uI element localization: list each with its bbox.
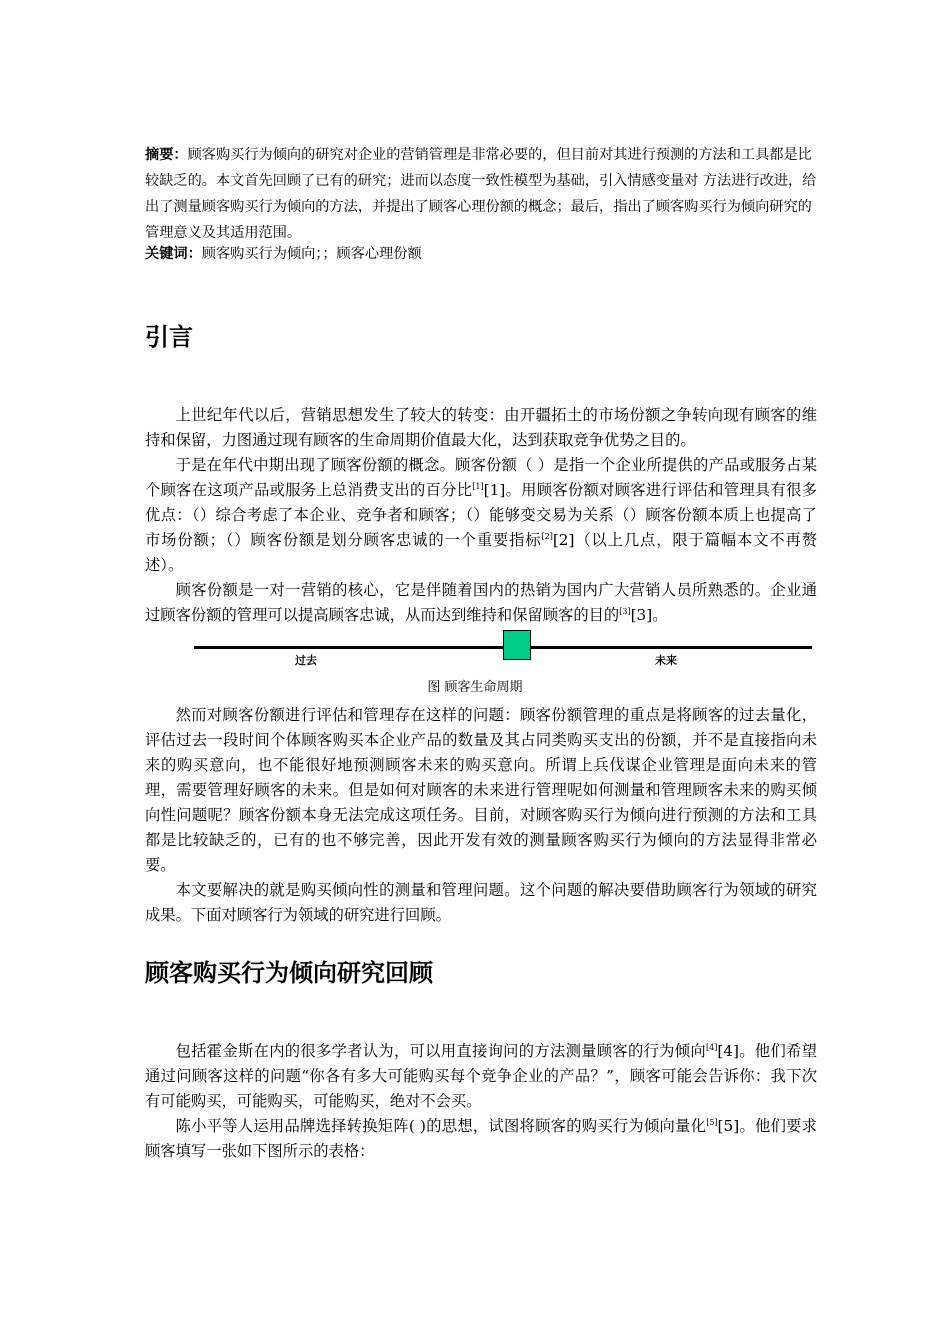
paragraph-text: 陈小平等人运用品牌选择转换矩阵( )的思想，试图将顾客的购买行为倾向量化 [175,1117,707,1135]
citation: [5] [706,1118,718,1127]
paragraph-text: [4]。他们希望通过问顾客这样的问题“你各有多大可能购买每个竞争企业的产品？”，顾客可能会告诉你：我下次有可能购买，可能购买，可能购买，绝对不会买。 [145,1042,817,1110]
timeline-past-label: 过去 [295,654,317,667]
paragraph-text: [5]。他们要求顾客填写一张如下图所示的表格： [145,1117,817,1160]
intro-body-1 [145,403,817,628]
paragraph-text: 包括霍金斯在内的很多学者认为，可以用直接询问的方法测量顾客的行为倾向 [175,1042,706,1060]
citation: [3] [619,607,631,616]
paragraph [145,1114,817,1164]
paragraph [145,403,817,453]
paragraph-text: 于是在年代中期出现了顾客份额的概念。顾客份额（ ）是指一个企业所提供的产品或服务占某个顾客在这项产品或服务上总消费支出的百分比 [145,456,817,499]
paragraph: 然而对顾客份额进行评估和管理存在这样的问题：顾客份额管理的重点是将顾客的过去量化，评估过去一段时间个体顾客购买本企业产品的数量及其占同类购买支出的份额，并不是直接指向未来的购买意向，也不能很好地预测顾客未来的购买意向。所谓上兵伐谋企业管理是面向未来的管理，需要管理好顾客的未来。但是如何对顾客的未来进行管理呢如何测量和管理顾客未来的购买倾向性问题呢？顾客份额本身无法完成这项任务。目前，对顾客购买行为倾向进行预测的方法和工具都是比较缺乏的，已有的也不够完善，因此开发有效的测量顾客购买行为倾向的方法显得非常必要。 [145,706,817,874]
paragraph-text: [1]。用顾客份额对顾客进行评估和管理具有很多优点：（）综合考虑了本企业、竞争者和顾客；（）能够变交易为关系（）顾客份额本质上也提高了市场份额；（）顾客份额是划分顾客忠诚的一个重要指标 [145,481,817,549]
timeline-future-label: 未来 [655,654,677,667]
paragraph: 本文要解决的就是购买倾向性的测量和管理问题。这个问题的解决要借助顾客行为领域的研究成果。下面对顾客行为领域的研究进行回顾。 [145,881,817,924]
paragraph-text: 上世纪年代以后，营销思想发生了较大的转变：由开疆拓土的市场份额之争转向现有顾客的维持和保留，力图通过现有顾客的生命周期价值最大化，达到获取竞争优势之目的。 [145,406,817,449]
figure-caption: 图 顾客生命周期 [427,680,523,695]
section-heading-review: 顾客购买行为倾向研究回顾 [145,959,433,987]
paragraph-text: [3]。 [630,606,668,624]
citation: [4] [705,1043,718,1052]
review-body [145,1039,817,1164]
abstract-label: 摘要： [145,147,188,163]
paragraph [145,1039,817,1114]
intro-body-2 [145,703,817,928]
citation: [1] [472,482,484,491]
paragraph [145,453,817,578]
abstract [145,142,817,246]
section-heading-intro: 引言 [145,323,193,351]
timeline-marker [503,630,531,660]
abstract-text: 顾客购买行为倾向的研究对企业的营销管理是非常必要的，但目前对其进行预测的方法和工具都是比较缺乏的。本文首先回顾了已有的研究；进而以态度一致性模型为基础，引入情感变量对 方法进行改进，给出了测量顾客购买行为倾向的方法，并提出了顾客心理份额的概念；最后，指出了顾客购买行为倾向研究的管理意义及其适用范围。 [145,147,817,241]
paragraph-text: [2]（以上几点，限于篇幅本文不再赘述）。 [145,531,817,574]
paragraph-text: 顾客份额是一对一营销的核心，它是伴随着国内的热销为国内广大营销人员所熟悉的。企业通过顾客份额的管理可以提高顾客忠诚，从而达到维持和保留顾客的目的 [145,581,817,624]
citation: [2] [541,532,553,541]
keywords-text: 顾客购买行为倾向；；顾客心理份额 [201,246,422,262]
keywords [145,241,422,267]
keywords-label: 关键词： [145,246,202,262]
paragraph [145,578,817,628]
